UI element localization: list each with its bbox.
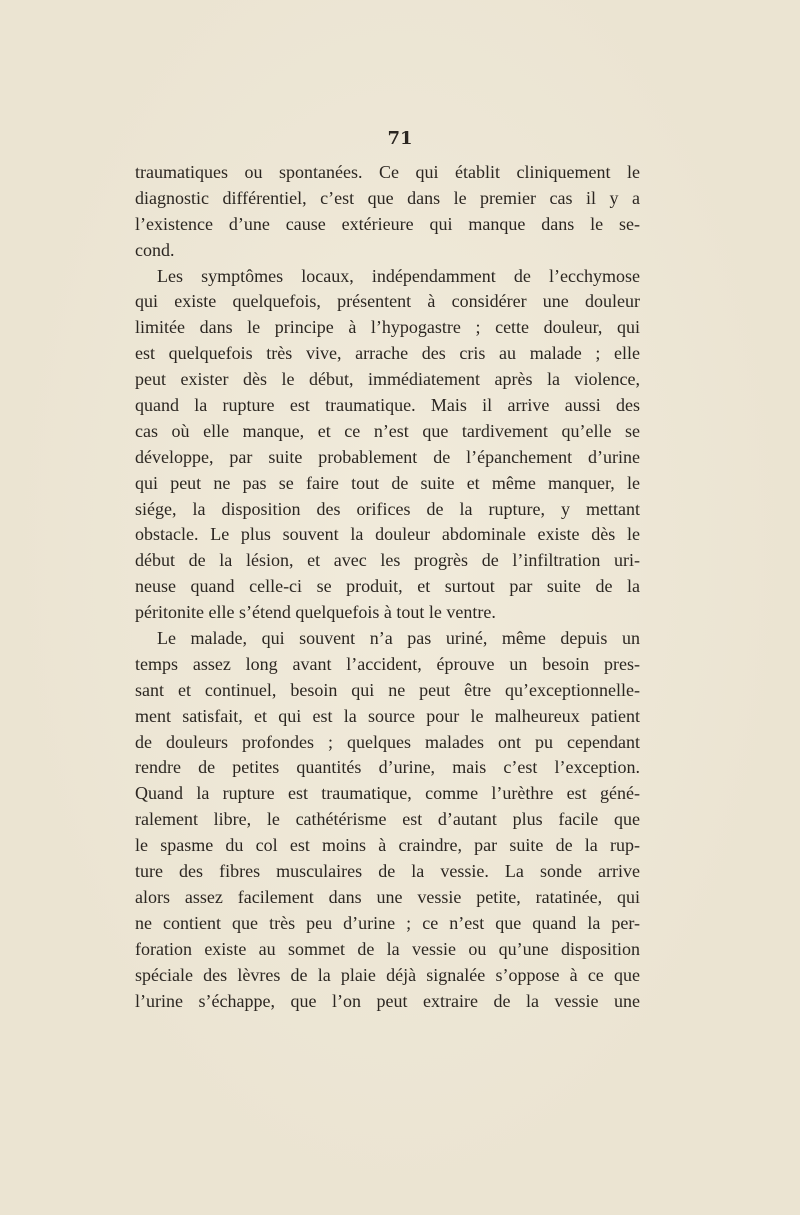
text-line: ralement libre, le cathétérisme est d’autant plus facile que — [135, 809, 640, 830]
text-line: Quand la rupture est traumatique, comme l’urèthre est géné- — [135, 783, 640, 804]
text-line: l’existence d’une cause extérieure qui manque dans le se- — [135, 213, 640, 234]
text-line: de douleurs profondes ; quelques malades ont pu cependant — [135, 731, 640, 752]
text-line: rendre de petites quantités d’urine, mais c’est l’exception. — [135, 757, 640, 778]
body-text — [135, 160, 640, 1014]
text-line: l’urine s’échappe, que l’on peut extraire de la vessie une — [135, 990, 640, 1011]
text-line: peut exister dès le début, immédiatement après la violence, — [135, 369, 640, 390]
text-line: traumatiques ou spontanées. Ce qui établit cliniquement le — [135, 162, 640, 182]
text-line: le spasme du col est moins à craindre, par suite de la rup- — [135, 835, 640, 856]
text-line: début de la lésion, et avec les progrès de l’infiltration uri- — [135, 550, 640, 571]
text-line: est quelquefois très vive, arrache des cris au malade ; elle — [135, 343, 640, 364]
text-line: siége, la disposition des orifices de la rupture, y mettant — [135, 498, 640, 519]
text-line: spéciale des lèvres de la plaie déjà signalée s’oppose à ce que — [135, 964, 640, 985]
text-line: limitée dans le principe à l’hypogastre ; cette douleur, qui — [135, 317, 640, 338]
text-line: alors assez facilement dans une vessie petite, ratatinée, qui — [135, 886, 640, 907]
text-line: sant et continuel, besoin qui ne peut être qu’exceptionnelle- — [135, 679, 640, 700]
page-number: 71 — [387, 128, 413, 149]
text-line: péritonite elle s’étend quelquefois à tout le ventre. — [135, 602, 496, 623]
text-line: ture des fibres musculaires de la vessie. La sonde arrive — [135, 861, 640, 882]
text-line: temps assez long avant l’accident, éprouve un besoin pres- — [135, 653, 640, 674]
text-line: développe, par suite probablement de l’épanchement d’urine — [135, 446, 640, 467]
text-line: diagnostic différentiel, c’est que dans le premier cas il y a — [135, 187, 640, 208]
text-line: Les symptômes locaux, indépendamment de l’ecchymose — [157, 265, 640, 286]
text-line: neuse quand celle-ci se produit, et surtout par suite de la — [135, 576, 640, 597]
text-line: obstacle. Le plus souvent la douleur abdominale existe dès le — [135, 524, 640, 545]
text-line: ne contient que très peu d’urine ; ce n’est que quand la per- — [135, 912, 640, 933]
text-line: quand la rupture est traumatique. Mais il arrive aussi des — [135, 395, 640, 416]
text-line: qui existe quelquefois, présentent à considérer une douleur — [135, 291, 640, 312]
text-line: Le malade, qui souvent n’a pas uriné, même depuis un — [157, 628, 640, 649]
text-line: cond. — [135, 239, 175, 260]
text-line: ment satisfait, et qui est la source pour le malheureux patient — [135, 705, 640, 726]
text-line: foration existe au sommet de la vessie ou qu’une disposition — [135, 938, 640, 959]
text-line: cas où elle manque, et ce n’est que tardivement qu’elle se — [135, 420, 640, 441]
text-line: qui peut ne pas se faire tout de suite et même manquer, le — [135, 472, 640, 493]
